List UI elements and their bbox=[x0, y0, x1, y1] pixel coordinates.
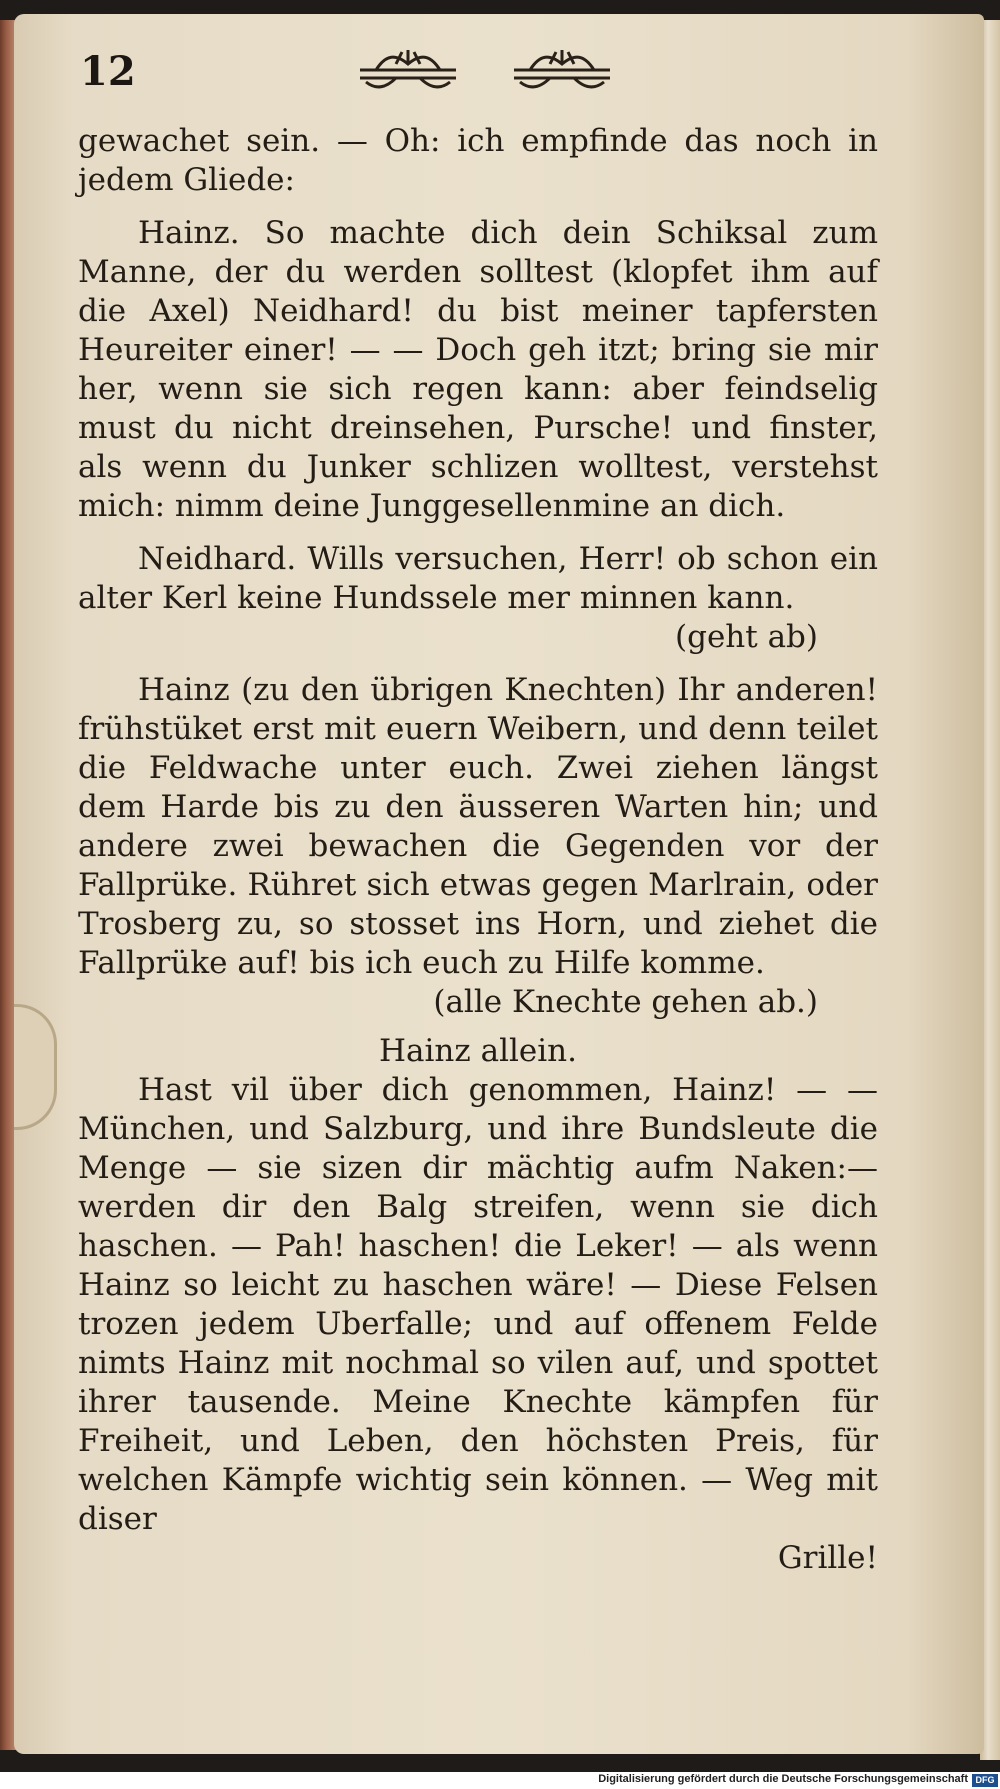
dfg-logo: DFG bbox=[972, 1774, 998, 1787]
stage-direction-all-exit: (alle Knechte gehen ab.) bbox=[433, 984, 818, 1020]
page-text bbox=[78, 122, 878, 1578]
page-clip bbox=[14, 1004, 57, 1130]
paragraph-continuation: gewachet sein. — Oh: ich empfinde das noch in jedem Gliede: bbox=[78, 123, 878, 198]
paragraph-hainz-orders: Hainz (zu den übrigen Knechten) Ihr anderen! frühstüket erst mit euern Weibern, und denn teilet die Feldwache unter euch. Zwei ziehen längst dem Harde bis zu den äusseren Warten hin; und andere zwei bewachen die Gegenden vor der Fallprüke. Rühret sich etwas gegen Marlrain, oder Trosberg zu, so stosset ins Horn, und ziehet die Fallprüke auf! bis ich euch zu Hilfe komme. bbox=[78, 672, 878, 981]
fleuron-ornament-icon bbox=[510, 48, 614, 92]
stage-direction-exit: (geht ab) bbox=[675, 619, 818, 655]
paragraph-hainz-monologue: Hast vil über dich genommen, Hainz! — — München, und Salzburg, und ihre Bundsleute die Menge — sie sizen dir mächtig aufm Naken:— werden dir den Balg streifen, wenn sie dich haschen. — Pah! haschen! die Leker! — als wenn Hainz so leicht zu haschen wäre! — Diese Felsen trozen jedem Uberfalle; und auf offenem Felde nimts Hainz mit nochmal so vilen auf, und spottet ihrer tausende. Meine Knechte kämpfen für Freiheit, und Leben, den höchsten Preis, für welchen Kämpfe wichtig sein können. — Weg mit diser bbox=[78, 1072, 878, 1537]
paragraph-end-word: Grille! bbox=[777, 1540, 878, 1576]
paragraph-neidhard-speech: Neidhard. Wills versuchen, Herr! ob schon ein alter Kerl keine Hundssele mer minnen kann. bbox=[78, 541, 878, 616]
paragraph-hainz-speech: Hainz. So machte dich dein Schiksal zum Manne, der du werden solltest (klopfet ihm auf die Axel) Neidhard! du bist meiner tapfersten Heureiter einer! — — Doch geh itzt; bring sie mir her, wenn sie sich regen kann: aber feindselig must du nicht dreinsehen, Pursche! und finster, als wenn du Junker schlizen wolltest, verstehst mich: nimm deine Junggesellenmine an dich. bbox=[78, 215, 878, 524]
fleuron-ornament-icon bbox=[356, 48, 460, 92]
funding-notice: Digitalisierung gefördert durch die Deutsche Forschungsgemeinschaft bbox=[598, 1773, 968, 1785]
scene-heading: Hainz allein. bbox=[379, 1033, 577, 1069]
page-number: 12 bbox=[80, 48, 136, 95]
digitization-footer bbox=[0, 1772, 1000, 1789]
